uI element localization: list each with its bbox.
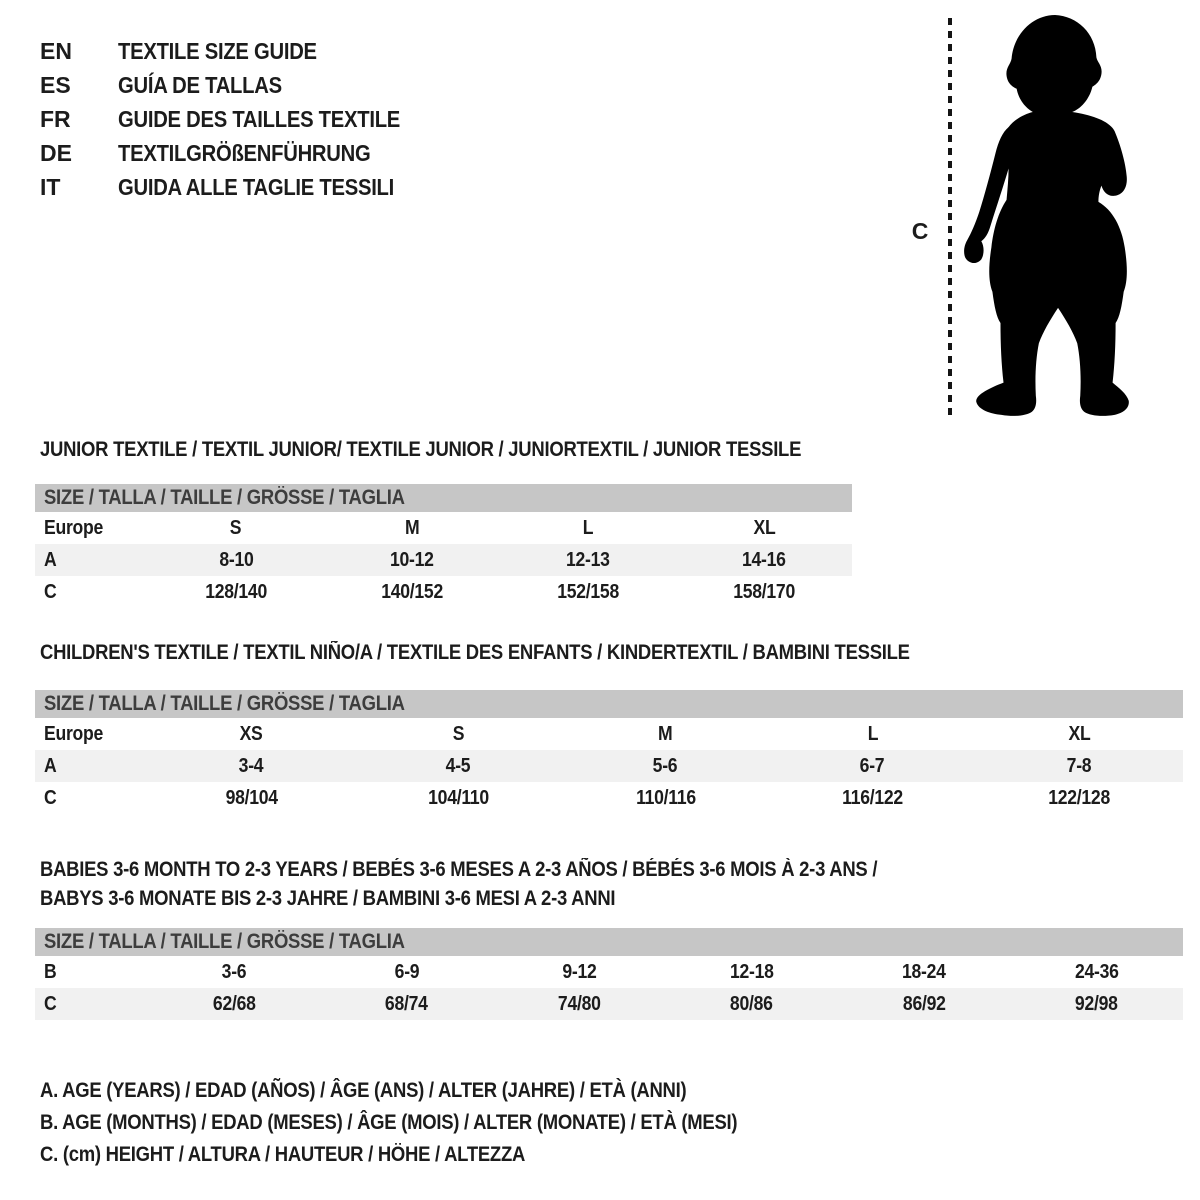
table-row bbox=[35, 988, 1183, 1020]
row-label: Europe bbox=[44, 516, 104, 539]
size-section bbox=[0, 437, 1200, 608]
table-cell: 5-6 bbox=[653, 754, 678, 777]
size-table-rows bbox=[35, 956, 1183, 1020]
size-table-header-label: SIZE / TALLA / TAILLE / GRÖSSE / TAGLIA bbox=[44, 692, 405, 715]
language-title: TEXTILE SIZE GUIDE bbox=[118, 37, 317, 64]
section-title: BABYS 3-6 MONATE BIS 2-3 JAHRE / BAMBINI 3-6 MESI A 2-3 ANNI bbox=[40, 887, 616, 910]
table-row bbox=[35, 956, 1183, 988]
section-title: CHILDREN'S TEXTILE / TEXTIL NIÑO/A / TEXTILE DES ENFANTS / KINDERTEXTIL / BAMBINI TESSILE bbox=[40, 641, 910, 664]
language-row bbox=[40, 68, 439, 102]
table-cell: 74/80 bbox=[557, 992, 601, 1015]
table-cell: 98/104 bbox=[225, 786, 278, 809]
table-cell: 3-6 bbox=[221, 960, 247, 983]
legend-line: B. AGE (MONTHS) / EDAD (MESES) / ÂGE (MOIS) / ALTER (MONATE) / ETÀ (MESI) bbox=[40, 1111, 738, 1134]
page-header bbox=[0, 0, 1200, 437]
language-code: ES bbox=[40, 71, 71, 98]
language-code: DE bbox=[40, 139, 72, 166]
table-cell: 6-9 bbox=[394, 960, 420, 983]
table-cell: 8-10 bbox=[218, 548, 254, 571]
row-label: Europe bbox=[44, 722, 104, 745]
language-code: FR bbox=[40, 105, 71, 132]
table-cell: L bbox=[867, 722, 878, 745]
table-cell: 3-4 bbox=[239, 754, 264, 777]
table-cell: 18-24 bbox=[902, 960, 947, 983]
language-title: GUIDE DES TAILLES TEXTILE bbox=[118, 105, 401, 132]
measure-legend bbox=[40, 1075, 1200, 1171]
table-cell: 128/140 bbox=[205, 580, 267, 603]
table-cell: XL bbox=[753, 516, 775, 539]
section-title-block bbox=[0, 640, 1200, 665]
table-cell: 86/92 bbox=[902, 992, 946, 1015]
size-table-header bbox=[35, 928, 1183, 956]
section-title-block bbox=[0, 437, 1200, 462]
table-cell: 152/158 bbox=[557, 580, 619, 603]
language-code: IT bbox=[40, 173, 61, 200]
table-cell: 80/86 bbox=[730, 992, 774, 1015]
table-cell: 92/98 bbox=[1075, 992, 1119, 1015]
table-cell: XS bbox=[240, 722, 263, 745]
table-cell: 4-5 bbox=[446, 754, 471, 777]
row-label: A bbox=[44, 754, 57, 777]
table-cell: 110/116 bbox=[635, 786, 696, 809]
table-cell: 12-18 bbox=[729, 960, 774, 983]
size-section bbox=[0, 855, 1200, 1020]
table-cell: 14-16 bbox=[742, 548, 786, 571]
size-table bbox=[35, 928, 1183, 1020]
baby-silhouette-icon bbox=[962, 12, 1144, 426]
row-label: C bbox=[44, 992, 57, 1015]
table-row bbox=[35, 750, 1183, 782]
language-row bbox=[40, 170, 439, 204]
size-table-rows bbox=[35, 512, 852, 608]
table-cell: S bbox=[452, 722, 465, 745]
table-cell: L bbox=[582, 516, 594, 539]
size-table-rows bbox=[35, 718, 1183, 814]
table-cell: 9-12 bbox=[562, 960, 597, 983]
table-cell: 12-13 bbox=[566, 548, 610, 571]
table-cell: 104/110 bbox=[428, 786, 489, 809]
size-table bbox=[35, 484, 852, 608]
table-cell: 7-8 bbox=[1067, 754, 1092, 777]
height-dashed-line bbox=[948, 18, 952, 415]
section-title: BABIES 3-6 MONTH TO 2-3 YEARS / BEBÉS 3-6 MESES A 2-3 AÑOS / BÉBÉS 3-6 MOIS À 2-3 ANS / bbox=[40, 858, 878, 881]
table-cell: 116/122 bbox=[842, 786, 903, 809]
language-row bbox=[40, 136, 439, 170]
table-cell: XL bbox=[1068, 722, 1091, 745]
height-measure-label: C bbox=[911, 218, 929, 244]
size-section bbox=[0, 640, 1200, 814]
table-cell: 24-36 bbox=[1074, 960, 1119, 983]
table-cell: M bbox=[404, 516, 420, 539]
row-label: C bbox=[44, 786, 57, 809]
row-label: A bbox=[44, 548, 57, 571]
language-title: TEXTILGRÖßENFÜHRUNG bbox=[118, 139, 371, 166]
legend-line: A. AGE (YEARS) / EDAD (AÑOS) / ÂGE (ANS) / ALTER (JAHRE) / ETÀ (ANNI) bbox=[40, 1079, 687, 1102]
size-table-header bbox=[35, 484, 852, 512]
table-row bbox=[35, 512, 852, 544]
table-cell: 140/152 bbox=[381, 580, 443, 603]
language-code: EN bbox=[40, 37, 72, 64]
table-cell: 158/170 bbox=[733, 580, 795, 603]
size-table-header-label: SIZE / TALLA / TAILLE / GRÖSSE / TAGLIA bbox=[44, 486, 405, 509]
table-cell: 62/68 bbox=[212, 992, 256, 1015]
table-cell: 6-7 bbox=[860, 754, 885, 777]
language-title: GUÍA DE TALLAS bbox=[118, 71, 282, 98]
language-row bbox=[40, 34, 439, 68]
size-table-header-label: SIZE / TALLA / TAILLE / GRÖSSE / TAGLIA bbox=[44, 930, 405, 953]
section-title-block bbox=[0, 855, 1200, 913]
table-row bbox=[35, 576, 852, 608]
table-cell: 68/74 bbox=[385, 992, 429, 1015]
table-row bbox=[35, 718, 1183, 750]
row-label: B bbox=[44, 960, 57, 983]
size-table bbox=[35, 690, 1183, 814]
table-row bbox=[35, 782, 1183, 814]
table-cell: 122/128 bbox=[1048, 786, 1111, 809]
section-title: JUNIOR TEXTILE / TEXTIL JUNIOR/ TEXTILE JUNIOR / JUNIORTEXTIL / JUNIOR TESSILE bbox=[40, 438, 802, 461]
language-row bbox=[40, 102, 439, 136]
table-cell: S bbox=[230, 516, 242, 539]
legend-line: C. (cm) HEIGHT / ALTURA / HAUTEUR / HÖHE / ALTEZZA bbox=[40, 1143, 526, 1166]
language-title: GUIDA ALLE TAGLIE TESSILI bbox=[118, 173, 395, 200]
table-cell: 10-12 bbox=[390, 548, 434, 571]
size-table-header bbox=[35, 690, 1183, 718]
row-label: C bbox=[44, 580, 57, 603]
language-title-list bbox=[40, 34, 439, 204]
table-row bbox=[35, 544, 852, 576]
table-cell: M bbox=[658, 722, 673, 745]
